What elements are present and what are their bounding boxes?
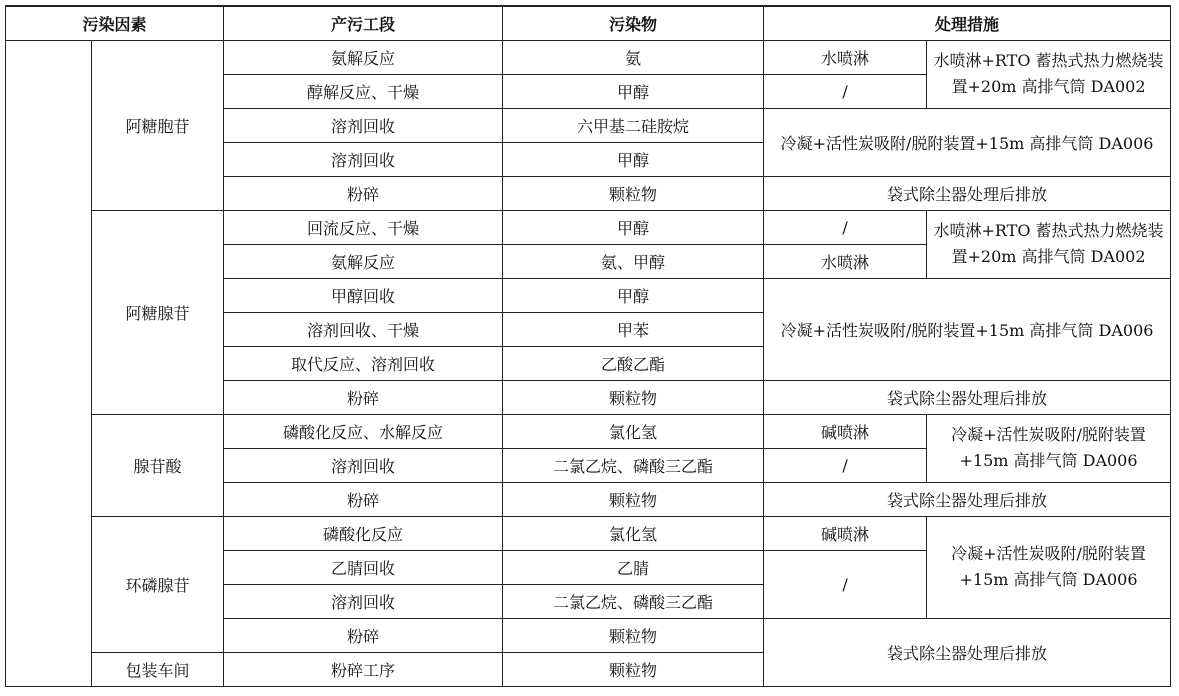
group-label: 阿糖胞苷 (92, 40, 224, 210)
pretreatment-cell: / (764, 74, 927, 108)
group-label: 包装车间 (92, 652, 224, 686)
pollutant-cell: 甲醇 (503, 278, 764, 312)
pretreatment-cell: / (764, 210, 927, 244)
pollutant-cell: 二氯乙烷、磷酸三乙酯 (503, 584, 764, 618)
header-treatment: 处理措施 (764, 6, 1171, 40)
header-process-stage: 产污工段 (224, 6, 503, 40)
treatment-cell: 冷凝+活性炭吸附/脱附装置+15m 高排气筒 DA006 (927, 516, 1171, 618)
treatment-cell: 袋式除尘器处理后排放 (764, 618, 1171, 686)
pollutant-cell: 氨、甲醇 (503, 244, 764, 278)
stage-cell: 醇解反应、干燥 (224, 74, 503, 108)
treatment-cell: 袋式除尘器处理后排放 (764, 176, 1171, 210)
pollutant-cell: 氯化氢 (503, 516, 764, 550)
stage-cell: 溶剂回收、干燥 (224, 312, 503, 346)
table-row (6, 414, 1171, 448)
group-label: 腺苷酸 (92, 414, 224, 516)
treatment-cell: 冷凝+活性炭吸附/脱附装置+15m 高排气筒 DA006 (764, 278, 1171, 380)
treatment-cell: 袋式除尘器处理后排放 (764, 482, 1171, 516)
pollutant-cell: 甲醇 (503, 210, 764, 244)
pollutant-cell: 颗粒物 (503, 652, 764, 686)
stage-cell: 回流反应、干燥 (224, 210, 503, 244)
treatment-cell: 冷凝+活性炭吸附/脱附装置+15m 高排气筒 DA006 (764, 108, 1171, 176)
table-row (6, 516, 1171, 550)
treatment-cell: 水喷淋+RTO 蓄热式热力燃烧装置+20m 高排气筒 DA002 (927, 40, 1171, 108)
pretreatment-cell: / (764, 448, 927, 482)
pollutant-cell: 乙腈 (503, 550, 764, 584)
pollutant-cell: 氯化氢 (503, 414, 764, 448)
pollutant-cell: 乙酸乙酯 (503, 346, 764, 380)
stage-cell: 乙腈回收 (224, 550, 503, 584)
stage-cell: 磷酸化反应 (224, 516, 503, 550)
pollutant-cell: 颗粒物 (503, 618, 764, 652)
pollutant-cell: 二氯乙烷、磷酸三乙酯 (503, 448, 764, 482)
pollutant-cell: 甲苯 (503, 312, 764, 346)
treatment-cell: 袋式除尘器处理后排放 (764, 380, 1171, 414)
group-label: 环磷腺苷 (92, 516, 224, 652)
stage-cell: 磷酸化反应、水解反应 (224, 414, 503, 448)
pollutant-cell: 氨 (503, 40, 764, 74)
pollution-treatment-table (5, 5, 1171, 687)
header-pollution-factor: 污染因素 (6, 6, 224, 40)
stage-cell: 粉碎工序 (224, 652, 503, 686)
treatment-cell: 冷凝+活性炭吸附/脱附装置+15m 高排气筒 DA006 (927, 414, 1171, 482)
pollutant-cell: 颗粒物 (503, 380, 764, 414)
stage-cell: 溶剂回收 (224, 448, 503, 482)
pretreatment-cell: 水喷淋 (764, 40, 927, 74)
stage-cell: 氨解反应 (224, 244, 503, 278)
stage-cell: 溶剂回收 (224, 108, 503, 142)
category-blank-cell (6, 40, 92, 686)
stage-cell: 粉碎 (224, 380, 503, 414)
header-row (6, 6, 1171, 40)
pretreatment-cell: / (764, 550, 927, 618)
pollutant-cell: 六甲基二硅胺烷 (503, 108, 764, 142)
header-pollutant: 污染物 (503, 6, 764, 40)
pollutant-cell: 甲醇 (503, 74, 764, 108)
pretreatment-cell: 水喷淋 (764, 244, 927, 278)
pretreatment-cell: 碱喷淋 (764, 414, 927, 448)
stage-cell: 粉碎 (224, 176, 503, 210)
pretreatment-cell: 碱喷淋 (764, 516, 927, 550)
stage-cell: 粉碎 (224, 482, 503, 516)
group-label: 阿糖腺苷 (92, 210, 224, 414)
table-row (6, 210, 1171, 244)
treatment-cell: 水喷淋+RTO 蓄热式热力燃烧装置+20m 高排气筒 DA002 (927, 210, 1171, 278)
table-row (6, 40, 1171, 74)
pollutant-cell: 甲醇 (503, 142, 764, 176)
stage-cell: 粉碎 (224, 618, 503, 652)
stage-cell: 氨解反应 (224, 40, 503, 74)
stage-cell: 溶剂回收 (224, 142, 503, 176)
pollutant-cell: 颗粒物 (503, 176, 764, 210)
stage-cell: 甲醇回收 (224, 278, 503, 312)
pollutant-cell: 颗粒物 (503, 482, 764, 516)
stage-cell: 取代反应、溶剂回收 (224, 346, 503, 380)
stage-cell: 溶剂回收 (224, 584, 503, 618)
